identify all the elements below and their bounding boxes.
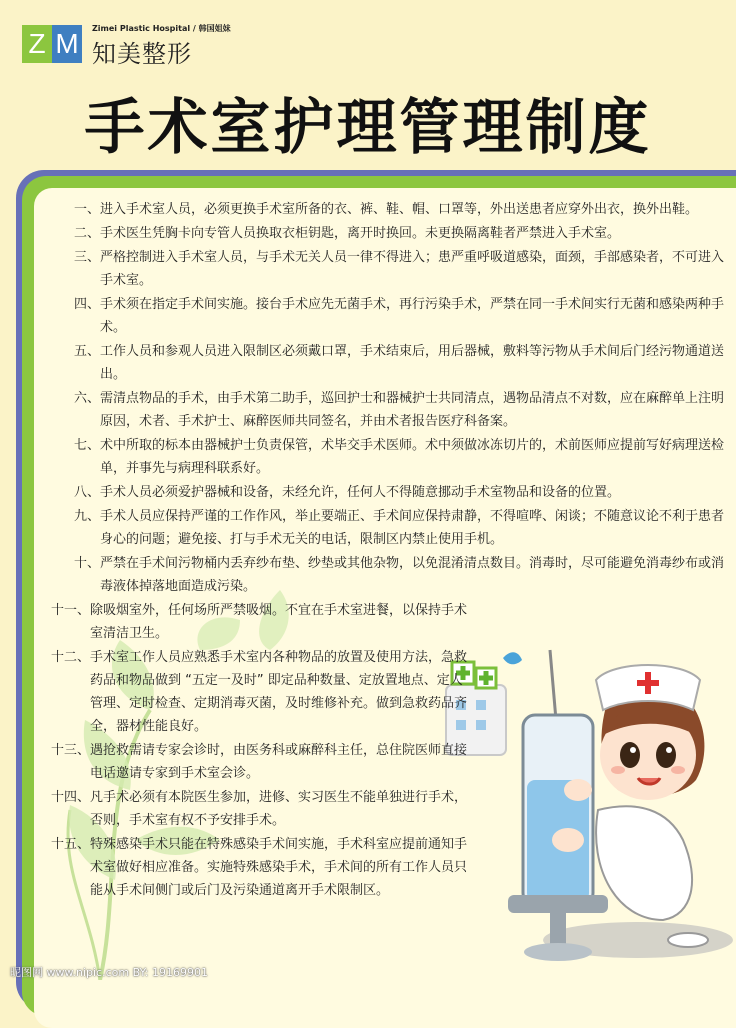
list-item	[40, 246, 730, 292]
rule-text: 手术须在指定手术间实施。接台手术应先无菌手术，再行污染手术，严禁在同一手术间实行无菌和感染两种手术。	[100, 297, 725, 335]
list-item	[40, 646, 730, 738]
rules-list	[40, 198, 730, 903]
list-item	[40, 833, 730, 902]
watermark: 昵图网 www.nipic.com BY: 19169901	[10, 966, 208, 979]
rule-number: 八、	[73, 485, 100, 500]
rule-text: 工作人员和参观人员进入限制区必须戴口罩，手术结束后，用后器械，敷料等污物从手术间后门经污物通道送出。	[100, 344, 725, 382]
logo-english-name: Zimei Plastic Hospital / 韩国姐妹	[92, 24, 231, 33]
rule-text: 手术人员应保持严谨的工作作风，举止要端正、手术间应保持肃静，不得喧哗、闲谈；不随意议论不利于患者身心的问题；避免接、打与手术无关的电话，限制区内禁止使用手机。	[100, 509, 725, 547]
list-item	[40, 198, 730, 221]
rule-text: 除吸烟室外，任何场所严禁吸烟。不宜在手术室进餐，以保持手术室清洁卫生。	[90, 603, 468, 641]
list-item	[40, 293, 730, 339]
rule-number: 六、	[73, 391, 100, 406]
rule-number: 三、	[73, 250, 100, 265]
rule-text: 进入手术室人员，必须更换手术室所备的衣、裤、鞋、帽、口罩等，外出送患者应穿外出衣，换外出鞋。	[100, 202, 699, 217]
list-item	[40, 599, 730, 645]
rule-text: 特殊感染手术只能在特殊感染手术间实施，手术科室应提前通知手术室做好相应准备。实施特殊感染手术，手术间的所有工作人员只能从手术间侧门或后门及污染通道离开手术限制区。	[90, 837, 468, 898]
rule-number: 四、	[73, 297, 100, 312]
rule-number: 十一、	[50, 603, 90, 618]
rule-number: 十四、	[50, 790, 90, 805]
rule-text: 遇抢救需请专家会诊时，由医务科或麻醉科主任，总住院医师直接电话邀请专家到手术室会诊。	[90, 743, 468, 781]
list-item	[40, 739, 730, 785]
rule-text: 凡手术必须有本院医生参加，进修、实习医生不能单独进行手术，否则，手术室有权不予安排手术。	[90, 790, 468, 828]
rule-number: 七、	[73, 438, 100, 453]
list-item	[40, 505, 730, 551]
rule-number: 五、	[73, 344, 100, 359]
logo-chinese-name: 知美整形	[92, 40, 192, 68]
rule-number: 一、	[73, 202, 100, 217]
rule-number: 九、	[73, 509, 100, 524]
rule-number: 十三、	[50, 743, 90, 758]
rule-number: 十、	[73, 556, 100, 571]
rule-text: 手术室工作人员应熟悉手术室内各种物品的放置及使用方法，急救药品和物品做到 “五定一及时” 即定品种数量、定放置地点、定人管理、定时检查、定期消毒灭菌，及时维修补充。做到急救药品齐全，器材性能良好。	[90, 650, 468, 734]
rule-number: 二、	[73, 226, 100, 241]
list-item	[40, 552, 730, 598]
rule-text: 手术人员必须爱护器械和设备，未经允许，任何人不得随意挪动手术室物品和设备的位置。	[100, 485, 621, 500]
rule-number: 十五、	[50, 837, 90, 852]
rule-text: 严禁在手术间污物桶内丢弃纱布垫、纱垫或其他杂物，以免混淆清点数目。消毒时，尽可能避免消毒纱布或消毒液体掉落地面造成污染。	[100, 556, 725, 594]
list-item	[40, 481, 730, 504]
logo-letter-m: M	[52, 25, 82, 63]
list-item	[40, 786, 730, 832]
list-item	[40, 222, 730, 245]
rule-text: 严格控制进入手术室人员，与手术无关人员一律不得进入；患严重呼吸道感染，面颈，手部感染者，不可进入手术室。	[100, 250, 725, 288]
rule-text: 需清点物品的手术，由手术第二助手，巡回护士和器械护士共同清点，遇物品清点不对数，应在麻醉单上注明原因，术者、手术护士、麻醉医师共同签名，并由术者报告医疗科备案。	[100, 391, 725, 429]
rule-text: 手术医生凭胸卡向专管人员换取衣柜钥匙，离开时换回。未更换隔离鞋者严禁进入手术室。	[100, 226, 621, 241]
list-item	[40, 387, 730, 433]
rule-text: 术中所取的标本由器械护士负责保管，术毕交手术医师。术中须做冰冻切片的，术前医师应提前写好病理送检单，并事先与病理科联系好。	[100, 438, 725, 476]
logo-letter-z: Z	[22, 25, 52, 63]
page-title: 手术室护理管理制度	[84, 93, 652, 163]
list-item	[40, 340, 730, 386]
list-item	[40, 434, 730, 480]
rule-number: 十二、	[50, 650, 90, 665]
